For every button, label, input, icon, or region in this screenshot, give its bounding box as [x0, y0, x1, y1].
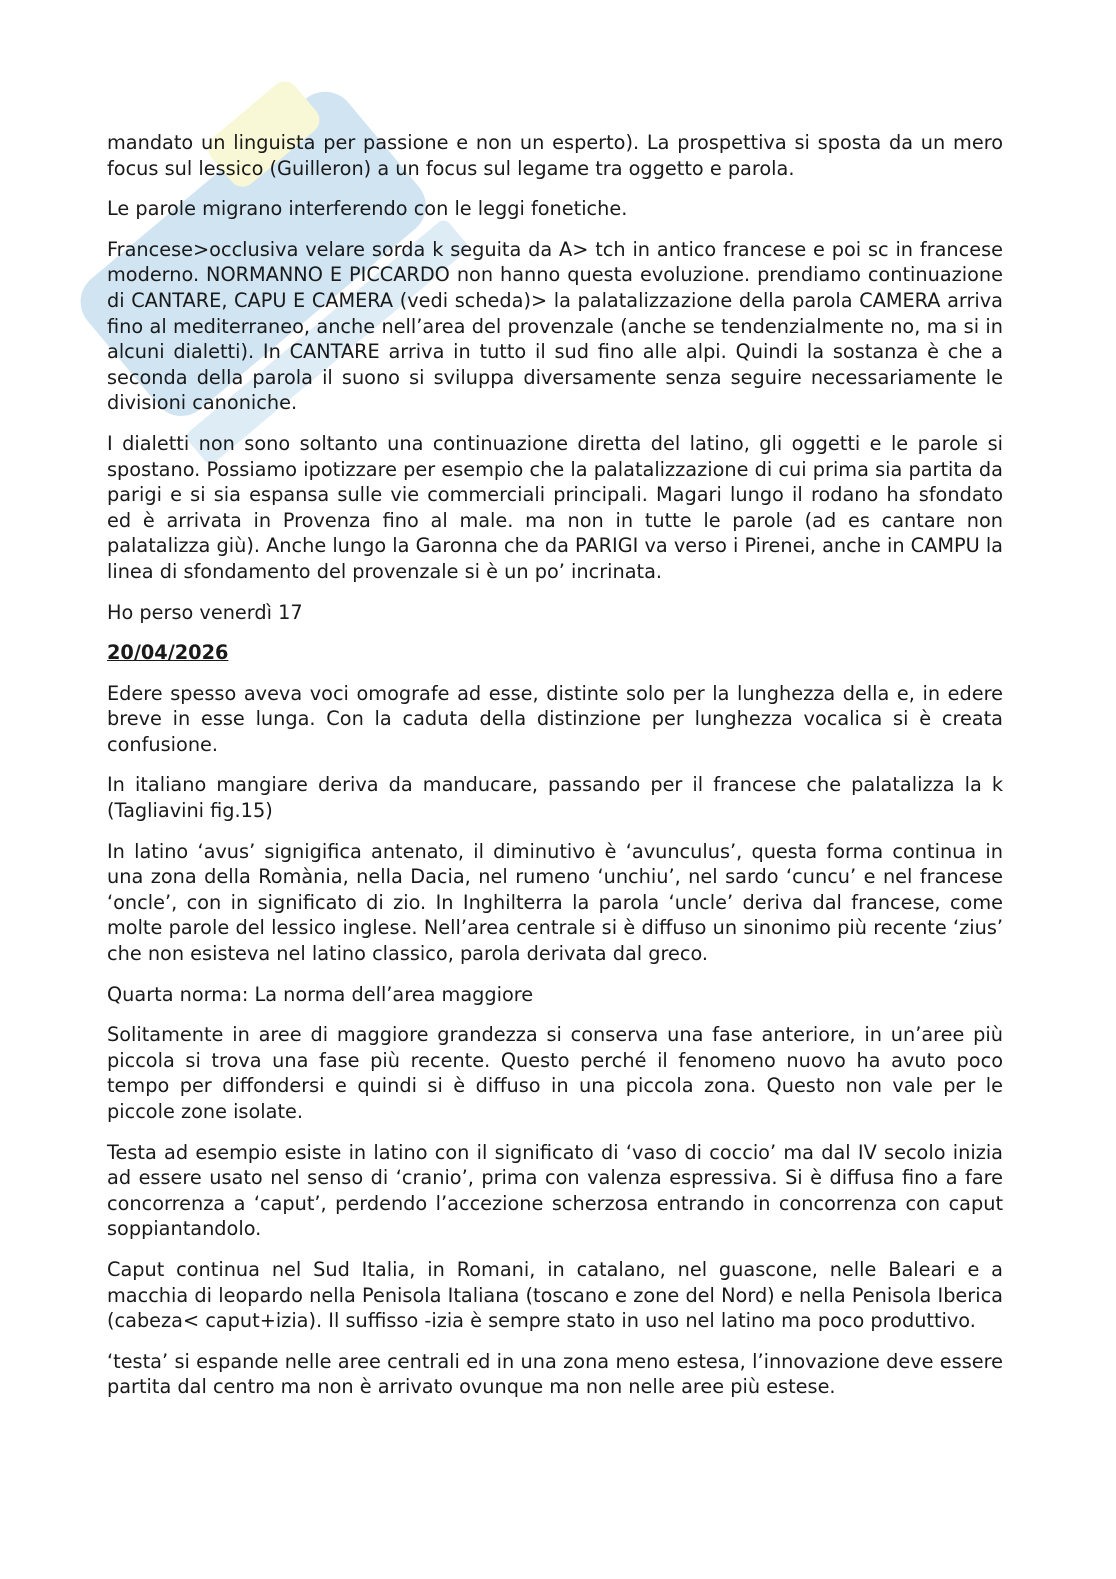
date-heading-wrap — [107, 640, 1003, 666]
paragraph: I dialetti non sono soltanto una continuazione diretta del latino, gli oggetti e le parole si spostano. Possiamo ipotizzare per esempio che la palatalizzazione di cui prima sia partita da parigi e si sia espansa sulle vie commerciali principali. Magari lungo il rodano ha sfondato ed è arrivata in Provenza fino al male. ma non in tutte le parole (ad es cantare non palatalizza giù). Anche lungo la Garonna che da PARIGI va verso i Pirenei, anche in CAMPU la linea di sfondamento del provenzale si è un po’ incrinata. — [107, 431, 1003, 583]
section-heading: Quarta norma: La norma dell’area maggiore — [107, 982, 534, 1006]
paragraph: Le parole migrano interferendo con le leggi fonetiche. — [107, 197, 628, 221]
paragraph: Edere spesso aveva voci omografe ad esse, distinte solo per la lunghezza della e, in edere breve in esse lunga. Con la caduta della distinzione per lunghezza vocalica si è creata confusione. — [107, 681, 1003, 756]
paragraph: Solitamente in aree di maggiore grandezza si conserva una fase anteriore, in un’aree più piccola si trova una fase più recente. Questo perché il fenomeno nuovo ha avuto poco tempo per diffondersi e quindi si è diffuso in una piccola zona. Questo non vale per le piccole zone isolate. — [107, 1023, 1003, 1123]
paragraph: mandato un linguista per passione e non un esperto). La prospettiva si sposta da un mero focus sul lessico (Guilleron) a un focus sul legame tra oggetto e parola. — [107, 131, 1003, 180]
paragraph: In latino ‘avus’ signigifica antenato, il diminutivo è ‘avunculus’, questa forma continua in una zona della Romània, nella Dacia, nel rumeno ‘unchiu’, nel sardo ‘cuncu’ e nel francese ‘oncle’, con in significato di zio. In Inghilterra la parola ‘uncle’ deriva dal francese, come molte parole del lessico inglese. Nell’area centrale si è diffuso un sinonimo più recente ‘zius’ che non esisteva nel latino classico, parola derivata dal greco. — [107, 839, 1003, 966]
document-body — [107, 130, 1003, 1415]
paragraph: Francese>occlusiva velare sorda k seguita da A> tch in antico francese e poi sc in francese moderno. NORMANNO E PICCARDO non hanno questa evoluzione. prendiamo continuazione di CANTARE, CAPU E CAMERA (vedi scheda)> la palatalizzazione della parola CAMERA arriva fino al mediterraneo, anche nell’area del provenzale (anche se tendenzialmente no, ma si in alcuni dialetti). In CANTARE arriva in tutto il sud fino alle alpi. Quindi la sostanza è che a seconda della parola il suono si sviluppa diversamente senza seguire necessariamente le divisioni canoniche. — [107, 237, 1003, 415]
paragraph: ‘testa’ si espande nelle aree centrali ed in una zona meno estesa, l’innovazione deve essere partita dal centro ma non è arrivato ovunque ma non nelle aree più estese. — [107, 1349, 1003, 1399]
paragraph: Ho perso venerdì 17 — [107, 600, 303, 624]
paragraph: Testa ad esempio esiste in latino con il significato di ‘vaso di coccio’ ma dal IV secolo inizia ad essere usato nel senso di ‘cranio’, prima con valenza espressiva. Si è diffusa fino a fare concorrenza a ‘caput’, perdendo l’accezione scherzosa entrando in concorrenza con caput soppiantandolo. — [107, 1140, 1003, 1241]
date-heading: 20/04/2026 — [107, 641, 229, 665]
paragraph: Caput continua nel Sud Italia, in Romani, in catalano, nel guascone, nelle Baleari e a macchia di leopardo nella Penisola Italiana (toscano e zone del Nord) e nella Penisola Iberica (cabeza< caput+izia). Il suffisso -izia è sempre stato in uso nel latino ma poco produttivo. — [107, 1257, 1003, 1333]
paragraph: In italiano mangiare deriva da manducare, passando per il francese che palatalizza la k (Tagliavini fig.15) — [107, 773, 1003, 823]
